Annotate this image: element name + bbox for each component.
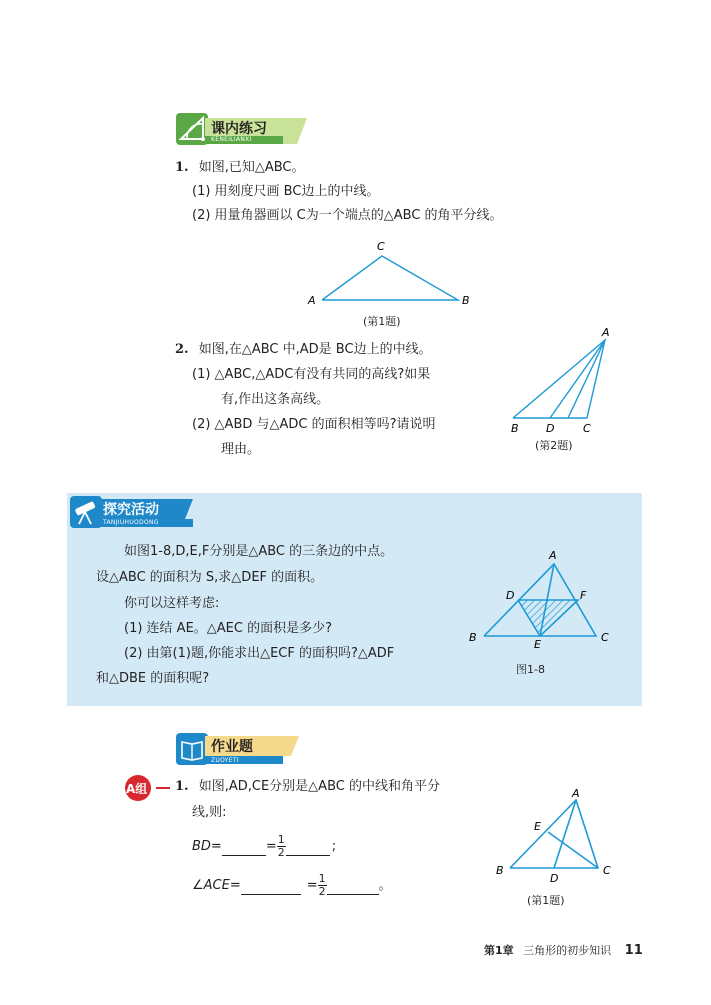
hw-q1-figure bbox=[490, 784, 620, 886]
eq2-left: ∠ACE= bbox=[192, 878, 241, 893]
hw-label-c: C bbox=[603, 864, 611, 877]
explore-caption: 图1-8 bbox=[516, 663, 545, 676]
q1-number: 1. bbox=[175, 160, 189, 175]
explore-label-a: A bbox=[549, 549, 557, 562]
eq2-mid: = bbox=[306, 878, 318, 893]
q2-number: 2. bbox=[175, 342, 189, 357]
q2-item-1b: 有,作出这条高线。 bbox=[221, 392, 330, 407]
explore-label-e: E bbox=[534, 638, 541, 648]
q1-stem bbox=[175, 160, 305, 176]
q1-label-b: B bbox=[462, 294, 470, 307]
hw-q1-number: 1. bbox=[175, 779, 189, 794]
homework-title: 作业题 bbox=[211, 739, 253, 755]
eq1-fraction bbox=[277, 834, 286, 859]
q1-caption: (第1题) bbox=[363, 315, 401, 328]
q2-item-2b: 理由。 bbox=[221, 442, 261, 457]
homework-header bbox=[175, 732, 315, 766]
eq1-blank-2[interactable] bbox=[286, 839, 330, 856]
q1-item-1: (1) 用刻度尺画 BC边上的中线。 bbox=[192, 184, 380, 199]
q1-label-a: A bbox=[308, 294, 316, 307]
footer-chapter: 第1章 bbox=[484, 944, 514, 957]
explore-label-d: D bbox=[506, 589, 515, 602]
protractor-icon bbox=[175, 112, 209, 146]
eq1-blank-1[interactable] bbox=[222, 839, 266, 856]
explore-subtitle: TANJIUHUODONG bbox=[103, 519, 159, 526]
explore-label-c: C bbox=[601, 631, 609, 644]
explore-title: 探究活动 bbox=[103, 502, 159, 518]
explore-label-f: F bbox=[580, 589, 587, 602]
q2-figure bbox=[505, 322, 625, 434]
hw-q1-eq1 bbox=[192, 834, 336, 859]
q2-stem bbox=[175, 342, 432, 358]
eq2-end: 。 bbox=[378, 878, 392, 893]
eq2-frac-den: 2 bbox=[318, 885, 326, 898]
book-icon bbox=[175, 732, 209, 766]
hw-label-e: E bbox=[534, 820, 541, 833]
page-number: 11 bbox=[624, 943, 643, 958]
q2-item-2a: (2) △ABD 与△ADC 的面积相等吗?请说明 bbox=[192, 417, 436, 432]
eq2-blank-1[interactable] bbox=[241, 878, 301, 895]
hw-label-b: B bbox=[496, 864, 504, 877]
explore-line-1: 如图1-8,D,E,F分别是△ABC 的三条边的中点。 bbox=[124, 544, 394, 559]
q1-text: 如图,已知△ABC。 bbox=[198, 160, 305, 175]
q2-item-1a: (1) △ABC,△ADC有没有共同的高线?如果 bbox=[192, 367, 431, 382]
explore-line-6: 和△DBE 的面积呢? bbox=[96, 671, 210, 686]
hw-q1-line1: 如图,AD,CE分别是△ABC 的中线和角平分 bbox=[198, 779, 440, 794]
practice-subtitle: KENEILIANXI bbox=[211, 136, 252, 143]
hw-q1-line2: 线,则: bbox=[192, 805, 227, 820]
q2-label-b: B bbox=[511, 422, 519, 434]
q1-item-2: (2) 用量角器画以 C为一个端点的△ABC 的角平分线。 bbox=[192, 208, 503, 223]
q2-text: 如图,在△ABC 中,AD是 BC边上的中线。 bbox=[198, 342, 432, 357]
q2-label-a: A bbox=[602, 326, 610, 339]
group-a-label: A组 bbox=[126, 782, 148, 796]
hw-label-a: A bbox=[572, 787, 580, 800]
q1-figure bbox=[300, 236, 480, 308]
eq1-left: BD= bbox=[192, 839, 222, 854]
explore-line-5: (2) 由第(1)题,你能求出△ECF 的面积吗?△ADF bbox=[124, 646, 395, 661]
eq1-frac-num: 1 bbox=[277, 833, 285, 846]
explore-line-2: 设△ABC 的面积为 S,求△DEF 的面积。 bbox=[96, 570, 324, 585]
homework-subtitle: ZUOYETI bbox=[211, 757, 239, 764]
eq1-mid: = bbox=[265, 839, 277, 854]
explore-line-4: (1) 连结 AE。△AEC 的面积是多少? bbox=[124, 621, 333, 636]
explore-figure bbox=[466, 548, 616, 648]
hw-q1-stem bbox=[175, 779, 440, 795]
eq1-end: ; bbox=[331, 839, 337, 854]
practice-header bbox=[175, 112, 315, 146]
explore-label-b: B bbox=[469, 631, 477, 644]
explore-header bbox=[67, 493, 207, 527]
explore-line-3: 你可以这样考虑: bbox=[124, 596, 220, 611]
page-footer bbox=[484, 942, 643, 958]
q2-caption: (第2题) bbox=[535, 439, 573, 452]
hw-q1-caption: (第1题) bbox=[527, 894, 565, 907]
eq2-blank-2[interactable] bbox=[327, 878, 379, 895]
q1-label-c: C bbox=[377, 240, 385, 253]
eq1-frac-den: 2 bbox=[277, 846, 285, 859]
hw-q1-eq2 bbox=[192, 873, 392, 898]
q2-label-c: C bbox=[583, 422, 591, 434]
q2-label-d: D bbox=[546, 422, 555, 434]
eq2-frac-num: 1 bbox=[318, 872, 326, 885]
practice-title: 课内练习 bbox=[211, 121, 267, 137]
eq2-fraction bbox=[318, 873, 327, 898]
footer-title: 三角形的初步知识 bbox=[523, 944, 612, 957]
hw-label-d: D bbox=[550, 872, 559, 885]
